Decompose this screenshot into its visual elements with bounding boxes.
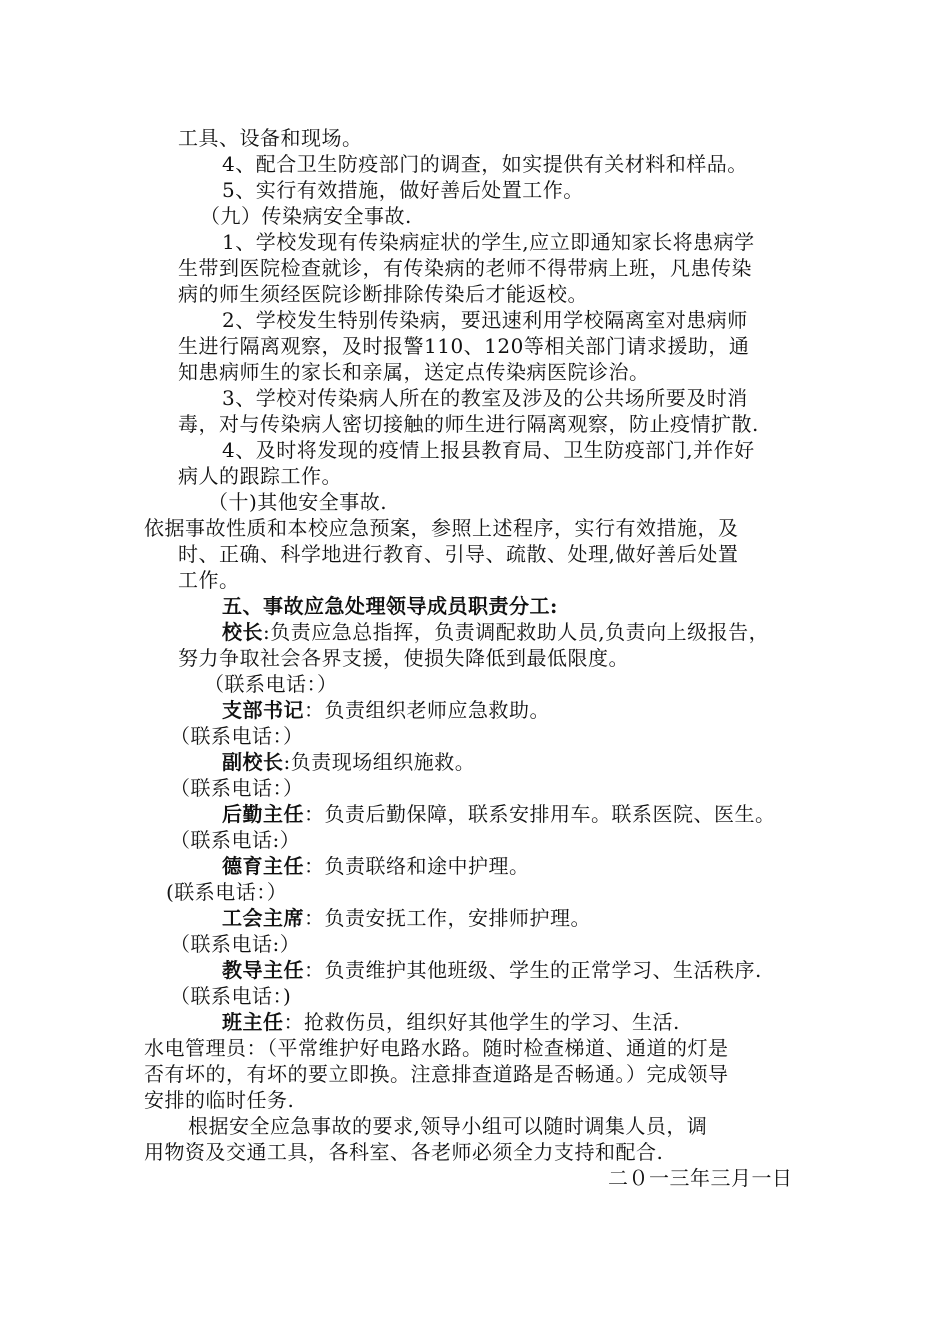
role-duty: ：抢救伤员，组织好其他学生的学习、生活.	[283, 1010, 680, 1034]
role-moral-education-director	[222, 853, 530, 879]
role-contact: （联系电话：）	[170, 776, 304, 800]
role-academic-director	[222, 957, 762, 983]
role-contact: （联系电话:）	[170, 932, 301, 956]
role-duty: :负责应急总指挥，负责调配救助人员,负责向上级报告，	[263, 620, 770, 644]
role-title: 副校长	[222, 750, 284, 774]
role-duty: ：负责联络和途中护理。	[304, 854, 530, 878]
document-date: 二０一三年三月一日	[608, 1166, 793, 1190]
text-line: 工作。	[178, 568, 240, 592]
text-line: 病人的跟踪工作。	[178, 464, 342, 488]
role-duty: :负责现场组织施救。	[283, 750, 476, 774]
text-line: 时、正确、科学地进行教育、引导、疏散、处理,做好善后处置	[178, 542, 739, 566]
role-title: 后勤主任	[222, 802, 304, 826]
role-union-chair	[222, 905, 591, 931]
role-title: 校长	[222, 620, 263, 644]
role-title: 教导主任	[222, 958, 304, 982]
text-line: 毒，对与传染病人密切接触的师生进行隔离观察，防止疫情扩散.	[178, 412, 759, 436]
role-contact: （联系电话:）	[170, 828, 301, 852]
text-line: 1、学校发现有传染病症状的学生,应立即通知家长将患病学	[222, 230, 755, 254]
role-contact: （联系电话：）	[170, 724, 304, 748]
text-line: 生带到医院检查就诊，有传染病的老师不得带病上班，凡患传染	[178, 256, 752, 280]
section-heading-10: （十)其他安全事故.	[208, 490, 388, 514]
text-line: 病的师生须经医院诊断排除传染后才能返校。	[178, 282, 588, 306]
role-class-teacher	[222, 1009, 680, 1035]
text-line: 4、配合卫生防疫部门的调查，如实提供有关材料和样品。	[222, 152, 748, 176]
text-line: 水电管理员：（平常维护好电路水路。随时检查梯道、通道的灯是	[144, 1036, 729, 1060]
section-heading-5: 五、事故应急处理领导成员职责分工:	[222, 594, 558, 618]
role-duty: ：负责组织老师应急救助。	[304, 698, 550, 722]
role-duty: ：负责维护其他班级、学生的正常学习、生活秩序.	[304, 958, 762, 982]
text-line: 工具、设备和现场。	[178, 126, 363, 150]
role-title: 支部书记	[222, 698, 304, 722]
role-vice-principal	[222, 749, 475, 775]
role-logistics-director	[222, 801, 776, 827]
text-line: 3、学校对传染病人所在的教室及涉及的公共场所要及时消	[222, 386, 748, 410]
role-title: 德育主任	[222, 854, 304, 878]
text-line: 知患病师生的家长和亲属，送定点传染病医院诊治。	[178, 360, 650, 384]
role-contact: (联系电话：）	[166, 880, 288, 904]
role-party-secretary	[222, 697, 550, 723]
text-line: 生进行隔离观察，及时报警110、120等相关部门请求援助，通	[178, 334, 750, 358]
text-line: 5、实行有效措施，做好善后处置工作。	[222, 178, 584, 202]
role-title: 工会主席	[222, 906, 304, 930]
role-duty: ：负责安抚工作，安排师护理。	[304, 906, 591, 930]
text-line: 根据安全应急事故的要求,领导小组可以随时调集人员，调	[188, 1114, 708, 1138]
role-contact: （联系电话：）	[204, 672, 338, 696]
text-line: 依据事故性质和本校应急预案，参照上述程序，实行有效措施，及	[144, 516, 739, 540]
text-line: 否有坏的，有坏的要立即换。注意排查道路是否畅通。）完成领导	[144, 1062, 729, 1086]
section-heading-9: （九）传染病安全事故.	[200, 204, 412, 228]
text-line: 4、及时将发现的疫情上报县教育局、卫生防疫部门,并作好	[222, 438, 755, 462]
role-contact: （联系电话：)	[170, 984, 292, 1008]
role-title: 班主任	[222, 1010, 284, 1034]
text-line: 努力争取社会各界支援，使损失降低到最低限度。	[178, 646, 629, 670]
text-line: 2、学校发生特别传染病，要迅速利用学校隔离室对患病师	[222, 308, 748, 332]
text-line: 用物资及交通工具，各科室、各老师必须全力支持和配合.	[144, 1140, 664, 1164]
role-duty: ：负责后勤保障，联系安排用车。联系医院、医生。	[304, 802, 776, 826]
role-principal	[222, 619, 769, 645]
text-line: 安排的临时任务.	[144, 1088, 295, 1112]
